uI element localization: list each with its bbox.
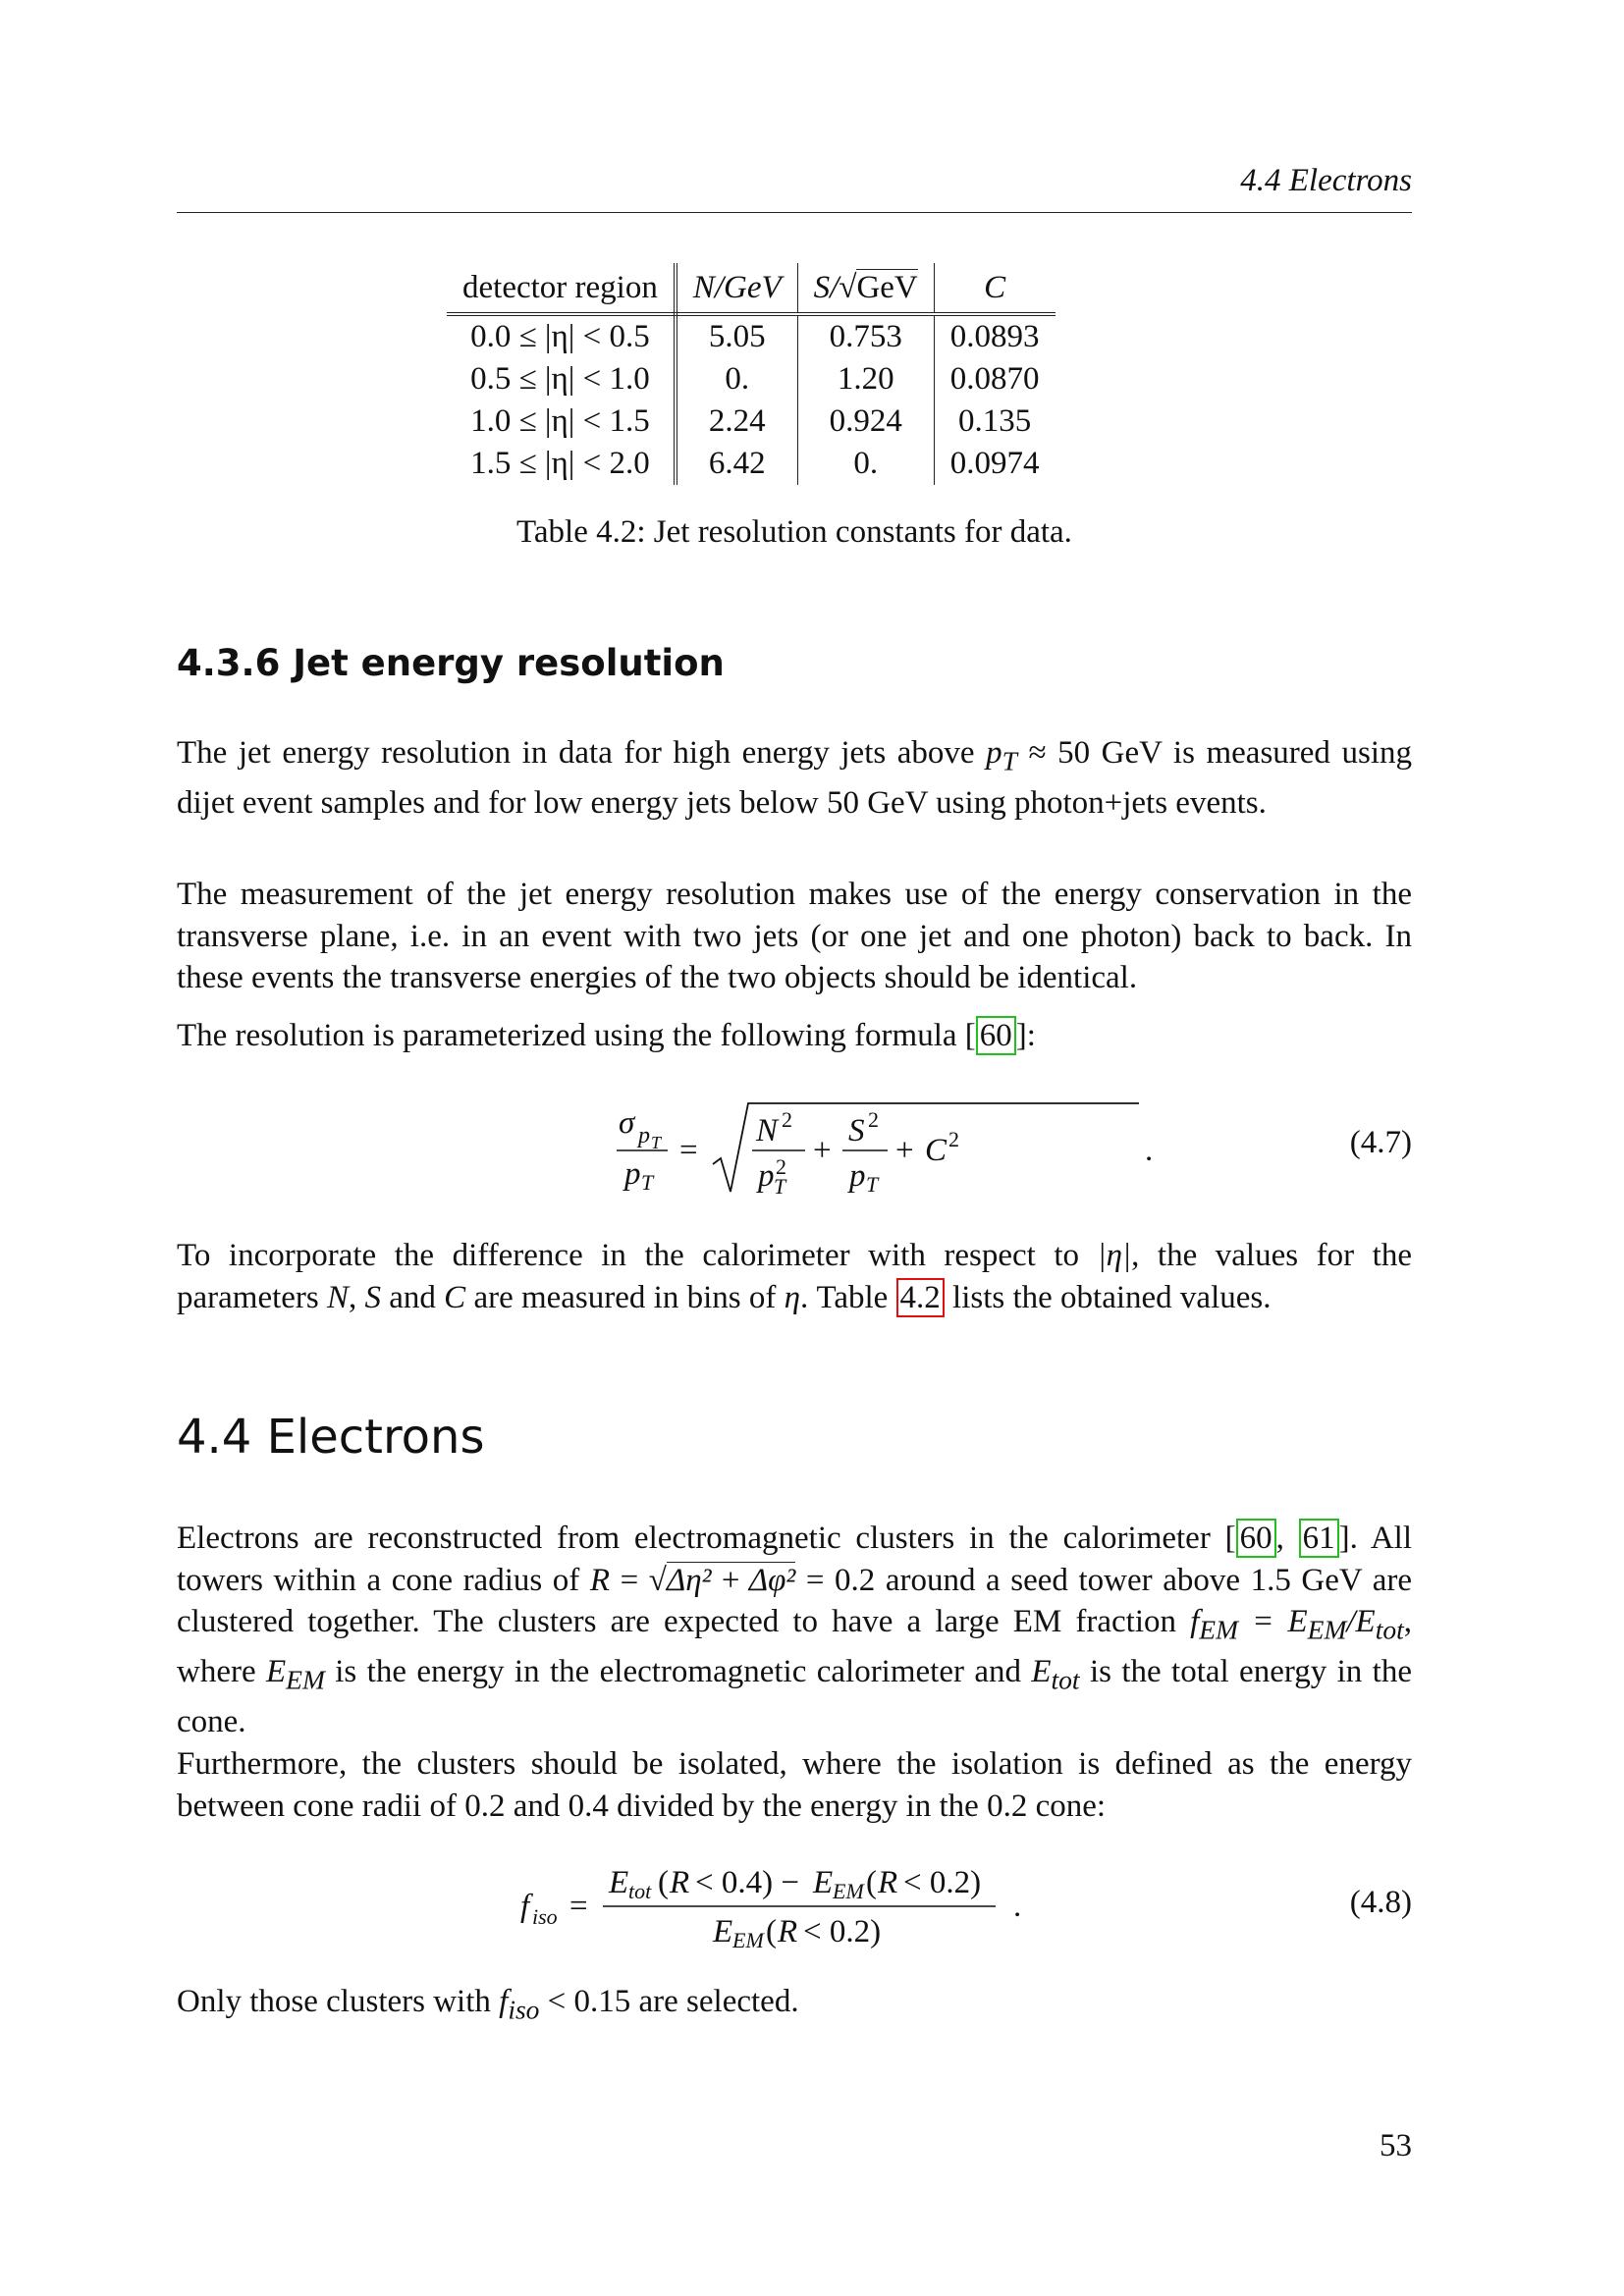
- svg-text:2: 2: [782, 1107, 792, 1132]
- table-reference-link[interactable]: 4.2: [896, 1278, 945, 1317]
- equation-number: (4.8): [1349, 1885, 1412, 1920]
- table-row: [447, 400, 1056, 443]
- svg-text:T: T: [651, 1133, 662, 1152]
- svg-text:(: (: [866, 1865, 877, 1900]
- svg-text:σ: σ: [619, 1105, 635, 1141]
- svg-text:f: f: [520, 1889, 530, 1924]
- svg-text:=: =: [569, 1889, 588, 1924]
- header-c: C: [934, 263, 1055, 314]
- cell-s: 1.20: [797, 358, 934, 400]
- equation-body: [520, 1849, 1267, 1966]
- cell-region: 0.0 ≤ |η| < 0.5: [447, 314, 676, 358]
- page-number: 53: [1380, 2128, 1412, 2163]
- equation-4-7-graphic: [609, 1088, 1159, 1205]
- header-detector-region: detector region: [447, 263, 676, 314]
- svg-text:iso: iso: [532, 1904, 558, 1929]
- svg-text:R: R: [778, 1914, 798, 1949]
- cell-region: 0.5 ≤ |η| < 1.0: [447, 358, 676, 400]
- cell-c: 0.0870: [949, 361, 1040, 397]
- math-eem: $E_{EM}$: [266, 1654, 325, 1695]
- cell-n: 6.42: [676, 443, 797, 485]
- svg-text:T: T: [641, 1170, 654, 1195]
- table-row: [447, 314, 1056, 358]
- cell-c: 0.0893: [949, 319, 1040, 354]
- equation-4-8-graphic: [520, 1849, 1267, 1957]
- svg-text:+: +: [813, 1133, 832, 1168]
- svg-text:2: 2: [868, 1107, 879, 1132]
- section-heading-4-3-6: 4.3.6 Jet energy resolution: [177, 642, 725, 684]
- svg-text:p: p: [624, 1156, 641, 1192]
- paragraph: To incorporate the difference in the calorimeter with respect to |η|, the values for the parameters N, S and C are measured in bins of η. Table 4.2 lists the obtained values.: [177, 1238, 1412, 1315]
- cell-s: 0.: [797, 443, 934, 485]
- cell-region: 1.0 ≤ |η| < 1.5: [447, 400, 676, 443]
- math-fem: $f_{EM} = E_{EM}/E_{tot}$: [1190, 1604, 1404, 1645]
- cell-c: 0.0974: [949, 446, 1040, 481]
- equation-4-7: [177, 1088, 1412, 1205]
- cell-n: 5.05: [676, 314, 797, 358]
- svg-text:EM: EM: [732, 1928, 764, 1952]
- paragraph: Electrons are reconstructed from electromagnetic clusters in the calorimeter [ 60 , 61 ]. All towers within a cone radius of R = √Δη² + Δφ² = 0.2 around a seed tower above 1.5 GeV are clustered together. The clusters are expected to have a large EM fraction $f_{EM} = E_{EM}/E_{tot}$, where $E_{EM}$ is the energy in the electromagnetic calorimeter and $E_{tot}$ is the total energy in the cone.: [177, 1521, 1413, 1740]
- svg-text:(: (: [658, 1865, 669, 1900]
- header-n: N/GeV: [676, 263, 797, 314]
- paragraph: Only those clusters with $f_{iso} < 0.15$ are selected.: [177, 1984, 799, 2025]
- svg-text:(: (: [766, 1914, 777, 1949]
- equation-body: [609, 1088, 1159, 1214]
- citation-link[interactable]: 60: [1236, 1519, 1276, 1558]
- math-cone-radius-root: Δη² + Δφ²: [666, 1562, 796, 1598]
- svg-text:p: p: [758, 1158, 775, 1194]
- citation-link[interactable]: 61: [1299, 1519, 1339, 1558]
- paragraph: Furthermore, the clusters should be isolated, where the isolation is defined as the energy between cone radii of 0.2 and 0.4 divided by the energy in the 0.2 cone:: [177, 1746, 1412, 1824]
- table-row: [447, 443, 1056, 485]
- running-head: 4.4 Electrons: [1240, 163, 1412, 198]
- svg-text:.: .: [1145, 1133, 1154, 1168]
- svg-text:E: E: [609, 1865, 629, 1900]
- svg-text:< 0.2): < 0.2): [903, 1865, 982, 1900]
- svg-text:R: R: [878, 1865, 898, 1900]
- equation-4-8: [177, 1849, 1412, 1957]
- cell-region: 1.5 ≤ |η| < 2.0: [447, 443, 676, 485]
- svg-text:E: E: [713, 1914, 733, 1949]
- svg-text:< 0.2): < 0.2): [803, 1914, 882, 1949]
- svg-text:R: R: [670, 1865, 690, 1900]
- paragraph: The jet energy resolution in data for high energy jets above $p_T \approx 50$ GeV is measured using dijet event samples and for low energy jets below 50 GeV using photon+jets events.: [177, 735, 1412, 822]
- svg-text:T: T: [866, 1172, 879, 1197]
- svg-text:+: +: [895, 1133, 914, 1168]
- cell-s: 0.753: [797, 314, 934, 358]
- cell-s: 0.924: [797, 400, 934, 443]
- cell-n: 2.24: [676, 400, 797, 443]
- svg-text:p: p: [849, 1158, 866, 1194]
- svg-text:2: 2: [776, 1154, 786, 1179]
- table-caption: Table 4.2: Jet resolution constants for data.: [516, 514, 1072, 550]
- equation-number: (4.7): [1349, 1125, 1412, 1160]
- cell-n: 0.: [676, 358, 797, 400]
- paragraph: The resolution is parameterized using the following formula [ 60 ]:: [177, 1018, 1036, 1053]
- resolution-table: [447, 263, 1056, 485]
- svg-text:T: T: [774, 1174, 786, 1199]
- section-heading-4-4: 4.4 Electrons: [177, 1410, 485, 1465]
- table-row: [447, 358, 1056, 400]
- math-cone-radius: R: [589, 1562, 611, 1598]
- svg-text:=: =: [679, 1133, 698, 1168]
- table-header-row: [447, 263, 1056, 314]
- svg-text:S: S: [848, 1113, 865, 1148]
- svg-text:EM: EM: [833, 1879, 864, 1903]
- math-etot: $E_{tot}$: [1031, 1654, 1080, 1695]
- svg-text:C: C: [925, 1133, 947, 1168]
- svg-text:E: E: [813, 1865, 834, 1900]
- math-fiso: $f_{iso}$: [499, 1984, 540, 2025]
- paragraph: The measurement of the jet energy resolution makes use of the energy conservation in the transverse plane, i.e. in an event with two jets (or one jet and one photon) back to back. In these events the transverse energies of the two objects should be identical.: [177, 877, 1412, 995]
- svg-text:p: p: [638, 1123, 650, 1148]
- svg-text:< 0.4) −: < 0.4) −: [695, 1865, 799, 1900]
- header-s: S/√GeV: [797, 263, 934, 314]
- svg-text:.: .: [1013, 1889, 1022, 1924]
- cell-c: 0.135: [958, 403, 1032, 439]
- header-rule: [177, 212, 1412, 213]
- citation-link[interactable]: 60: [976, 1016, 1016, 1055]
- svg-text:tot: tot: [628, 1879, 652, 1903]
- svg-text:2: 2: [948, 1127, 959, 1151]
- svg-text:N: N: [756, 1113, 779, 1148]
